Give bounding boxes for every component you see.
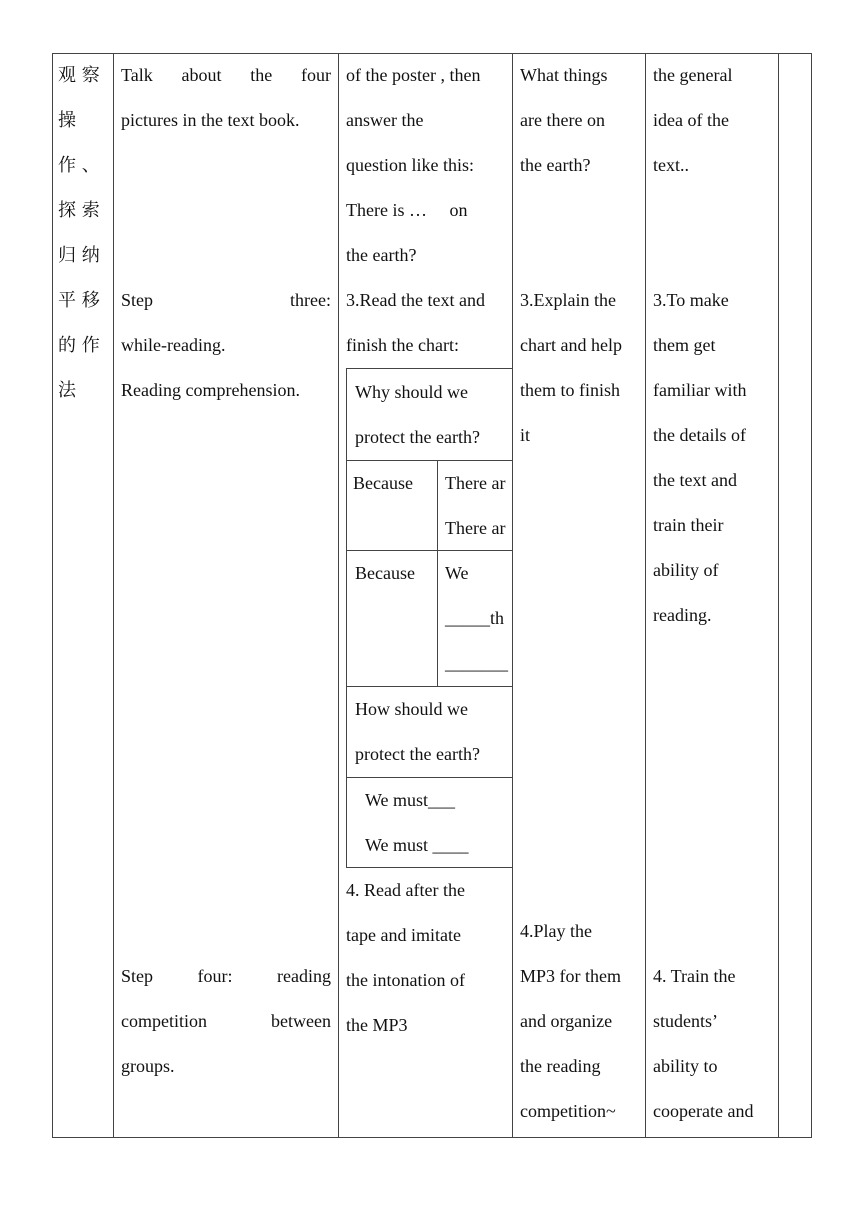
chart-must-answers — [365, 778, 469, 868]
text: train their — [653, 515, 724, 535]
teacher-activity-c — [520, 909, 640, 1134]
text: finish the chart: — [346, 335, 459, 355]
student-activity-c — [346, 868, 506, 1048]
stage-label-line: 平 移 — [58, 290, 100, 311]
text: the — [250, 65, 273, 85]
text: cooperate and — [653, 1101, 754, 1121]
text: _______ — [445, 653, 508, 673]
text: Talk — [121, 65, 153, 85]
text: MP3 for them — [520, 966, 621, 986]
text: What things — [520, 65, 608, 85]
text: protect the earth? — [355, 744, 480, 764]
text: Why should we — [355, 382, 468, 402]
text: We — [445, 563, 469, 583]
text: four — [300, 65, 331, 85]
step-two-activity — [121, 53, 331, 143]
text: students’ — [653, 1011, 718, 1031]
column-divider — [645, 53, 646, 1138]
teacher-activity-b — [520, 278, 640, 458]
text: How should we — [355, 699, 468, 719]
purpose-b — [653, 278, 773, 638]
text: the intonation of — [346, 970, 465, 990]
text: There ar — [445, 518, 506, 538]
text: text.. — [653, 155, 689, 175]
text: three: — [290, 290, 331, 310]
text: We must___ — [365, 790, 456, 810]
text: Step — [121, 966, 154, 986]
text: question like this: — [346, 155, 474, 175]
student-activity-a — [346, 53, 506, 278]
text: are there on — [520, 110, 605, 130]
stage-label-line: 作 、 — [58, 155, 100, 176]
stage-label-line: 探 索 — [58, 200, 100, 221]
text: protect the earth? — [355, 427, 480, 447]
reading-chart — [346, 368, 513, 868]
purpose-c — [653, 954, 773, 1134]
text: There is … on — [346, 200, 468, 220]
text: _____th — [445, 608, 505, 628]
text: 3.Read the text and — [346, 290, 485, 310]
text: them to finish — [520, 380, 620, 400]
column-divider — [778, 53, 779, 1138]
text: the general — [653, 65, 733, 85]
text: ability of — [653, 560, 719, 580]
text: the earth? — [520, 155, 591, 175]
text: 3.To make — [653, 290, 729, 310]
text: four: — [197, 966, 233, 986]
text: the text and — [653, 470, 737, 490]
text: ability to — [653, 1056, 718, 1076]
chart-because-label: Because — [355, 563, 415, 583]
chart-question-why — [355, 370, 480, 460]
text: the MP3 — [346, 1015, 408, 1035]
text: tape and imitate — [346, 925, 461, 945]
text: idea of the — [653, 110, 729, 130]
chart-question-how — [355, 687, 480, 777]
text: of the poster , then — [346, 65, 481, 85]
text: pictures in the text book. — [121, 110, 300, 130]
text: it — [520, 425, 531, 445]
text: about — [181, 65, 222, 85]
chart-because-label: Because — [353, 473, 413, 493]
text: while-reading. — [121, 335, 226, 355]
text: 3.Explain the — [520, 290, 616, 310]
text: the details of — [653, 425, 746, 445]
text: Reading comprehension. — [121, 380, 300, 400]
text: reading — [277, 966, 331, 986]
text: There ar — [445, 473, 506, 493]
text: 4. Train the — [653, 966, 736, 986]
column-divider — [338, 53, 339, 1138]
chart-reason-one — [445, 461, 505, 551]
student-activity-b — [346, 278, 512, 368]
text: them get — [653, 335, 716, 355]
text: 4.Play the — [520, 921, 592, 941]
text: and organize — [520, 1011, 613, 1031]
text: Step — [121, 290, 154, 310]
stage-label — [58, 53, 112, 413]
column-divider — [113, 53, 114, 1138]
purpose-a — [653, 53, 773, 188]
chart-divider — [437, 460, 438, 686]
step-four-heading — [121, 954, 331, 1089]
text: chart and help — [520, 335, 622, 355]
text: 4. Read after the — [346, 880, 465, 900]
stage-label-line: 的 作 — [58, 335, 100, 356]
stage-label-line: 归 纳 — [58, 245, 100, 266]
teacher-activity-a — [520, 53, 640, 188]
text: reading. — [653, 605, 712, 625]
text: familiar with — [653, 380, 747, 400]
text: groups. — [121, 1056, 175, 1076]
text: competition~ — [520, 1101, 616, 1121]
text: competition — [121, 1011, 207, 1031]
stage-label-line: 操 — [58, 110, 76, 131]
stage-label-line: 法 — [58, 380, 76, 401]
text: We must ____ — [365, 835, 469, 855]
chart-reason-two — [445, 551, 508, 686]
text: between — [271, 1011, 331, 1031]
text: the reading — [520, 1056, 601, 1076]
step-three-heading — [121, 278, 331, 413]
text: the earth? — [346, 245, 417, 265]
text: answer the — [346, 110, 424, 130]
stage-label-line: 观 察 — [58, 65, 100, 86]
